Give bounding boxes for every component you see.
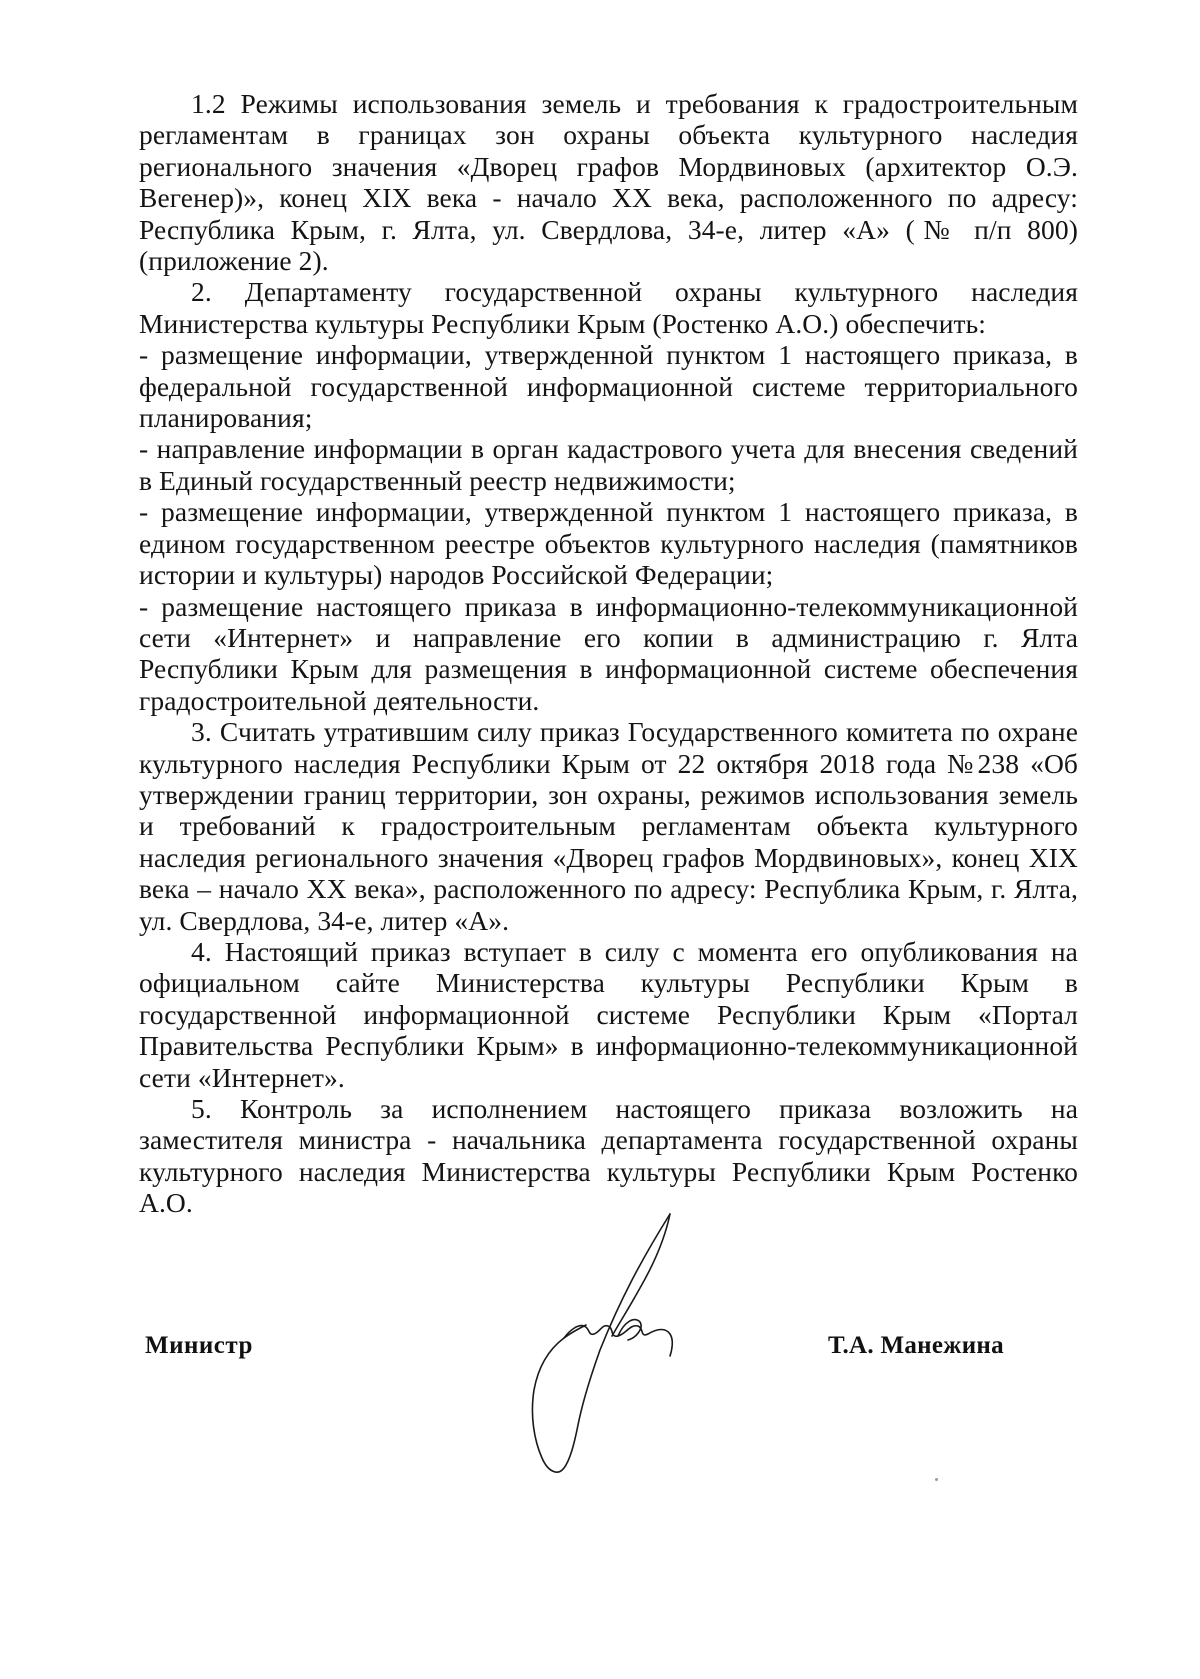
signatory-name: Т.А. Манежина bbox=[828, 1332, 1004, 1359]
paragraph-item-2-c: - размещение информации, утвержденной пунктом 1 настоящего приказа, в едином государственном реестре объектов культурного наследия (памятников истории и культуры) народов Российской Федерации; bbox=[139, 496, 1078, 591]
paragraph-item-3: 3. Считать утратившим силу приказ Государственного комитета по охране культурного наследия Республики Крым от 22 октября 2018 года №238 «Об утверждении границ территории, зон охраны, режимов использования земель и требований к градостроительным регламентам объекта культурного наследия регионального значения «Дворец графов Мордвиновых», конец XIX века – начало XX века», расположенного по адресу: Республика Крым, г. Ялта, ул. Свердлова, 34-е, литер «А». bbox=[139, 716, 1078, 936]
paragraph-item-5: 5. Контроль за исполнением настоящего приказа возложить на заместителя министра - начальника департамента государственной охраны культурного наследия Министерства культуры Республики Крым Ростенко А.О. bbox=[139, 1093, 1078, 1219]
paragraph-item-2-a: - размещение информации, утвержденной пунктом 1 настоящего приказа, в федеральной государственной информационной системе территориального планирования; bbox=[139, 339, 1078, 434]
signatory-position: Министр bbox=[145, 1332, 253, 1359]
paragraph-item-2: 2. Департаменту государственной охраны культурного наследия Министерства культуры Республики Крым (Ростенко А.О.) обеспечить: bbox=[139, 276, 1078, 339]
paragraph-item-4: 4. Настоящий приказ вступает в силу с момента его опубликования на официальном сайте Министерства культуры Республики Крым в государственной информационной системе Республики Крым «Портал Правительства Республики Крым» в информационно-телекоммуникационной сети «Интернет». bbox=[139, 935, 1078, 1093]
paragraph-item-1-2: 1.2 Режимы использования земель и требования к градостроительным регламентам в границах зон охраны объекта культурного наследия регионального значения «Дворец графов Мордвиновых (архитектор О.Э. Вегенер)», конец XIX века - начало XX века, расположенного по адресу: Республика Крым, г. Ялта, ул. Свердлова, 34-е, литер «А» (№ п/п 800) (приложение 2). bbox=[139, 88, 1078, 277]
paragraph-item-2-b: - направление информации в орган кадастрового учета для внесения сведений в Единый государственный реестр недвижимости; bbox=[139, 433, 1078, 496]
scan-speck bbox=[935, 1478, 938, 1481]
paragraph-item-2-d: - размещение настоящего приказа в информационно-телекоммуникационной сети «Интернет» и направление его копии в администрацию г. Ялта Республики Крым для размещения в информационной системе обеспечения градостроительной деятельности. bbox=[139, 590, 1078, 716]
order-body bbox=[139, 88, 1078, 1219]
handwritten-signature-icon bbox=[520, 1210, 720, 1480]
